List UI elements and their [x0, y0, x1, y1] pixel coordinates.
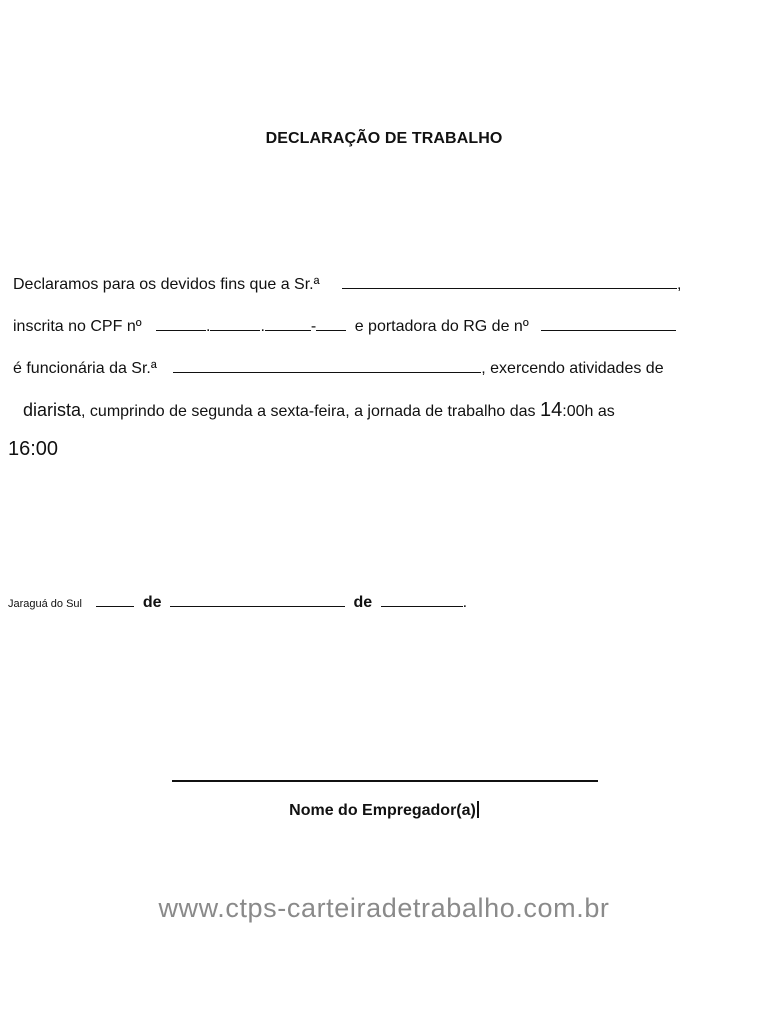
de-label-2: de — [353, 594, 373, 611]
employee-name-blank[interactable] — [342, 274, 677, 289]
activity-value: diarista — [23, 400, 82, 420]
cpf-blank-3[interactable] — [265, 316, 311, 331]
cpf-blank-1[interactable] — [156, 316, 206, 331]
declaration-line-3 — [13, 358, 664, 378]
rg-blank[interactable] — [541, 316, 676, 331]
text-cursor-icon — [477, 801, 479, 818]
declaration-text-4: , cumprindo de segunda a sexta-feira, a jornada de trabalho das — [81, 403, 536, 420]
de-label-1: de — [142, 594, 162, 611]
date-line — [8, 592, 467, 612]
employer-name-blank[interactable] — [173, 358, 481, 373]
cpf-dot-1: . — [206, 318, 211, 335]
year-blank[interactable] — [381, 592, 463, 607]
city-label: Jaraguá do Sul — [8, 598, 82, 610]
cpf-dot-2: . — [260, 318, 265, 335]
line1-comma: , — [676, 276, 682, 293]
watermark: www.ctps-carteiradetrabalho.com.br — [158, 893, 610, 923]
declaration-text-1: Declaramos para os devidos fins que a Sr.ª — [13, 276, 320, 293]
date-period: . — [462, 594, 468, 611]
declaration-line-4 — [23, 399, 615, 422]
cpf-blank-4[interactable] — [316, 316, 346, 331]
declaration-text-2: inscrita no CPF nº — [13, 318, 142, 335]
signature-label-row — [0, 801, 768, 820]
declaration-line-2 — [13, 316, 676, 336]
declaration-text-3b: , exercendo atividades de — [481, 360, 664, 377]
cpf-dash: - — [310, 318, 317, 335]
declaration-line-1 — [13, 274, 681, 294]
month-blank[interactable] — [170, 592, 345, 607]
declaration-text-3: é funcionária da Sr.ª — [13, 360, 157, 377]
start-time-rest: :00h as — [562, 403, 615, 420]
cpf-blank-2[interactable] — [210, 316, 260, 331]
document-title: DECLARAÇÃO DE TRABALHO — [265, 130, 503, 147]
day-blank[interactable] — [96, 592, 134, 607]
start-time-value: 14 — [540, 399, 563, 421]
signature-label: Nome do Empregador(a) — [289, 802, 476, 819]
signature-line[interactable] — [172, 780, 598, 782]
rg-label: e portadora do RG de nº — [354, 318, 529, 335]
end-time-value: 16:00 — [8, 438, 59, 460]
